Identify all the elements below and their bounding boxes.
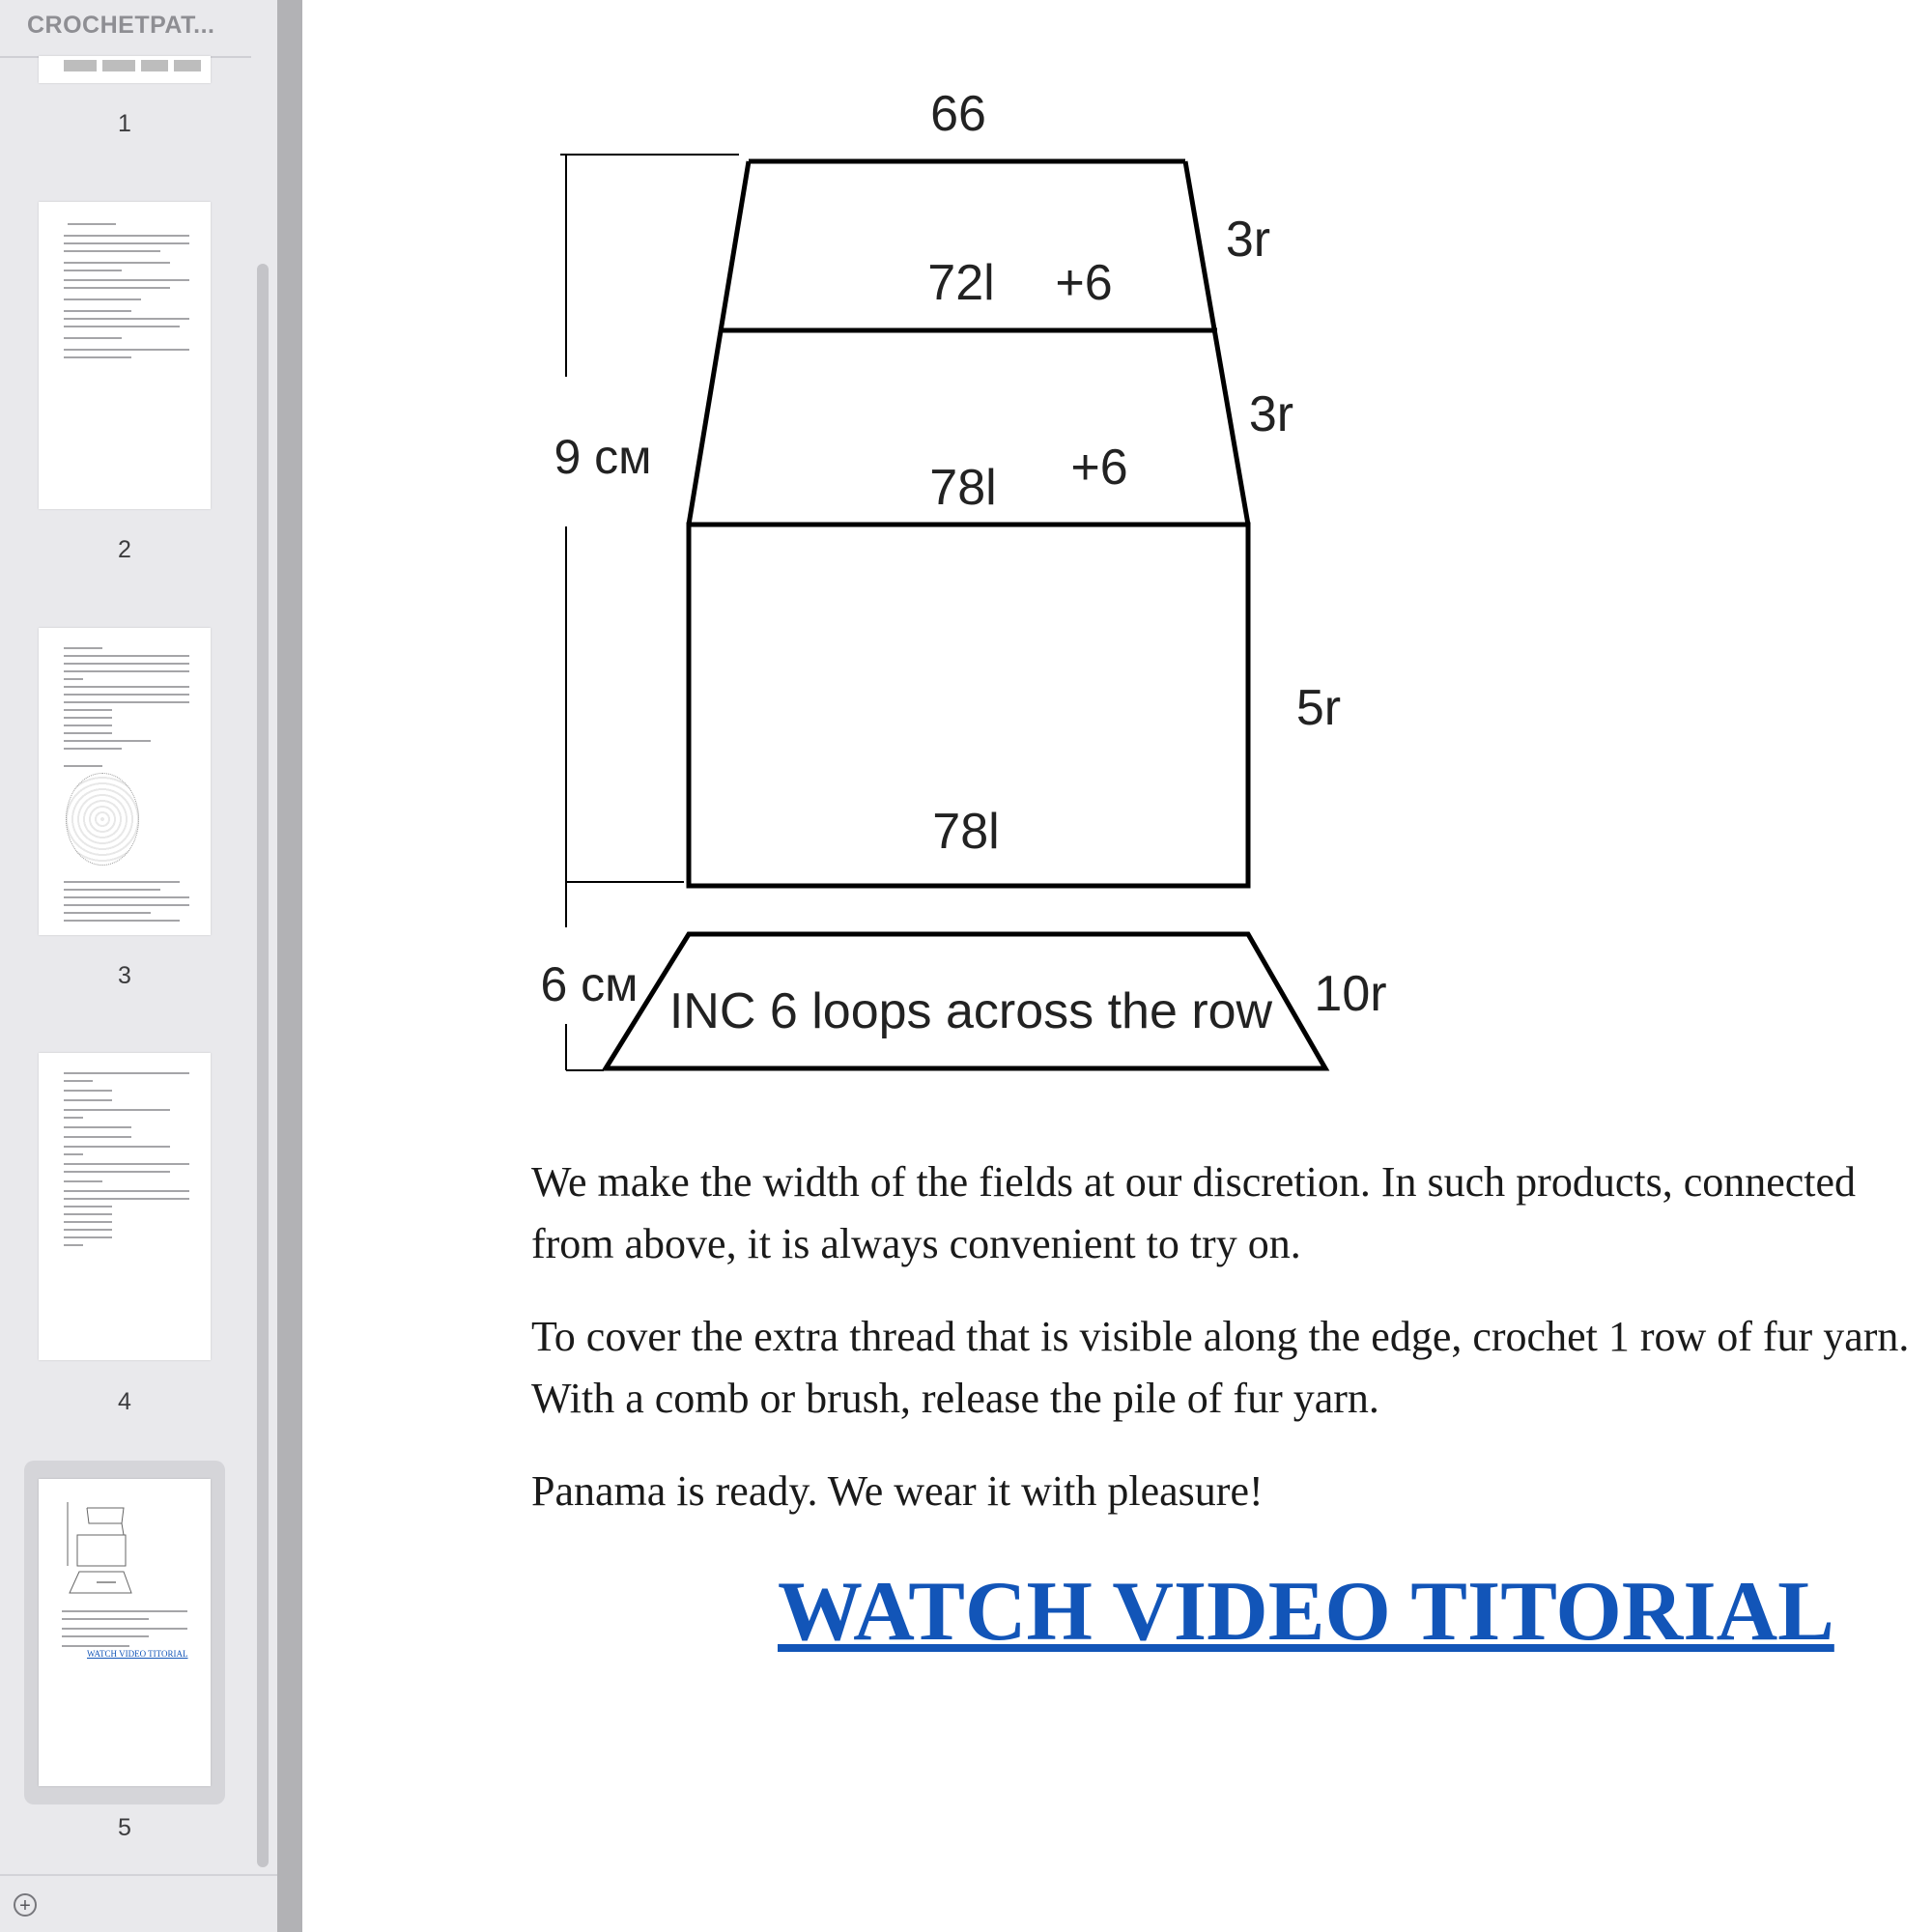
brim-rows-label: 10r	[1314, 966, 1387, 1022]
paragraph-fur-yarn: To cover the extra thread that is visible along the edge, crochet 1 row of fur yarn. With a comb or brush, release the pile of fur yarn.	[531, 1313, 1910, 1422]
row1-loops-label: 72l	[927, 255, 995, 311]
height-label: 9 см	[554, 430, 652, 484]
brim-instruction-label: INC 6 loops across the row	[668, 983, 1273, 1039]
document-title: CROCHETPAT...	[27, 12, 215, 39]
sidebar-footer-divider	[0, 1874, 277, 1876]
thumbnail-diagram	[39, 1479, 211, 1786]
row2-increase-label: +6	[1070, 440, 1128, 496]
thumbnail-video-link: WATCH VIDEO TITORIAL	[87, 1649, 188, 1659]
page-number-5: 5	[118, 1814, 131, 1841]
watch-video-link[interactable]: WATCH VIDEO TITORIAL	[778, 1565, 1834, 1659]
paragraph-panama-ready: Panama is ready. We wear it with pleasure!	[531, 1467, 1264, 1515]
page-thumbnail-5[interactable]	[39, 1479, 211, 1786]
brim-height-label: 6 см	[540, 957, 639, 1011]
add-page-icon[interactable]: +	[14, 1893, 37, 1917]
body-rows-label: 5r	[1295, 680, 1342, 736]
row2-rows-label: 3r	[1248, 386, 1294, 442]
page-number-2: 2	[118, 536, 131, 563]
row1-rows-label: 3r	[1225, 212, 1271, 268]
top-width-label: 66	[930, 86, 986, 142]
row2-loops-label: 78l	[929, 460, 997, 516]
page-number-1: 1	[118, 110, 131, 137]
page-number-4: 4	[118, 1388, 131, 1415]
row1-increase-label: +6	[1055, 255, 1113, 311]
page-number-3: 3	[118, 962, 131, 989]
left-side-top	[689, 161, 749, 525]
body-loops-label: 78l	[932, 804, 1000, 860]
paragraph-fields-width: We make the width of the fields at our discretion. In such products, connected from above, it is always convenient to try on.	[531, 1158, 1857, 1267]
